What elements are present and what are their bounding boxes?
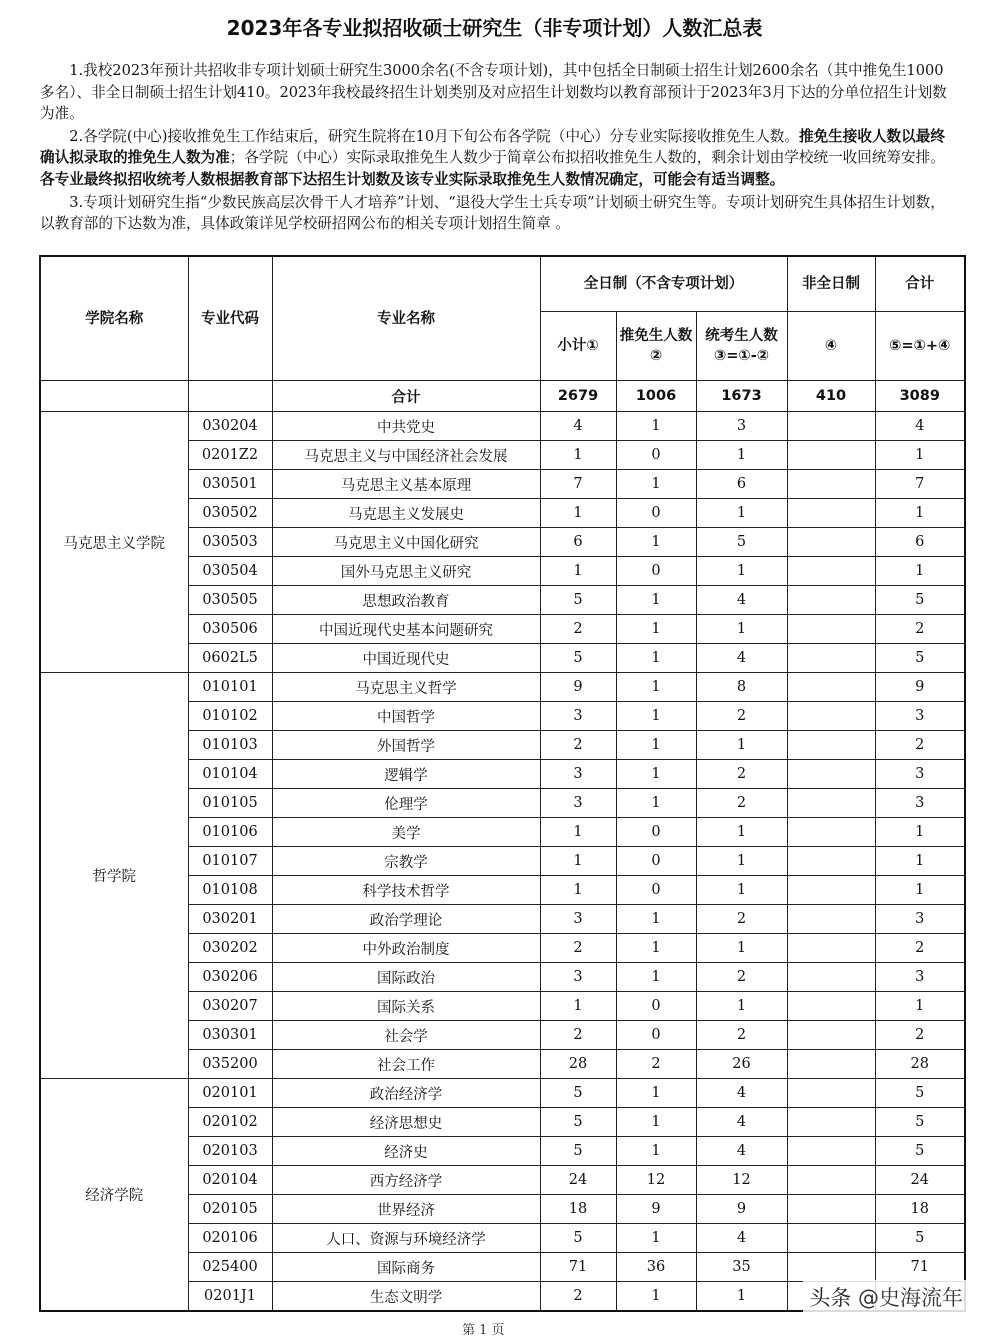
enrollment-table (39, 255, 966, 1312)
exempt-cell: 36 (616, 1253, 696, 1282)
code-cell: 030506 (188, 615, 272, 644)
code-cell: 020105 (188, 1195, 272, 1224)
exam-cell: 4 (696, 1137, 787, 1166)
subtotal-cell: 2 (540, 1021, 616, 1050)
header-total-sub: ⑤=①+④ (875, 312, 965, 381)
total-cell: 4 (875, 412, 965, 441)
major-cell: 马克思主义中国化研究 (272, 528, 540, 557)
major-cell: 宗教学 (272, 847, 540, 876)
total-cell: 28 (875, 1050, 965, 1079)
subtotal-cell: 1 (540, 818, 616, 847)
code-cell: 020101 (188, 1079, 272, 1108)
exempt-cell: 1 (616, 1224, 696, 1253)
total-cell: 2 (875, 731, 965, 760)
subtotal-cell: 18 (540, 1195, 616, 1224)
total-cell: 5 (875, 586, 965, 615)
college-cell: 马克思主义学院 (40, 412, 188, 673)
major-cell: 经济思想史 (272, 1108, 540, 1137)
subtotal-cell: 1 (540, 441, 616, 470)
major-cell: 中国哲学 (272, 702, 540, 731)
code-cell: 030501 (188, 470, 272, 499)
exam-cell: 2 (696, 905, 787, 934)
code-cell: 010103 (188, 731, 272, 760)
exam-cell: 4 (696, 644, 787, 673)
subtotal-cell: 2 (540, 1282, 616, 1312)
total-cell: 2 (875, 934, 965, 963)
total-code-cell (188, 381, 272, 412)
exempt-cell: 1 (616, 644, 696, 673)
total-cell: 7 (875, 470, 965, 499)
major-cell: 科学技术哲学 (272, 876, 540, 905)
exam-cell: 26 (696, 1050, 787, 1079)
code-cell: 030202 (188, 934, 272, 963)
exempt-cell: 1 (616, 1079, 696, 1108)
exempt-cell: 12 (616, 1166, 696, 1195)
parttime-cell (787, 1224, 875, 1253)
note-3: 3.专项计划研究生指“少数民族高层次骨干人才培养”计划、“退役大学生士兵专项”计划硕士研究生等。专项计划研究生具体招生计划数，以教育部的下达数为准，具体政策详见学校研招网公布的相关专项计划招生简章 。 (40, 193, 945, 233)
header-exempt: 推免生人数② (616, 312, 696, 381)
major-cell: 人口、资源与环境经济学 (272, 1224, 540, 1253)
major-cell: 美学 (272, 818, 540, 847)
exam-cell: 9 (696, 1195, 787, 1224)
total-cell: 3 (875, 789, 965, 818)
parttime-cell (787, 1079, 875, 1108)
note-2-a: 2.各学院(中心)接收推免生工作结束后，研究生院将在10月下旬公布各学院（中心）分专业实际接收推免生人数。 (69, 127, 799, 145)
subtotal-cell: 7 (540, 470, 616, 499)
exempt-cell: 1 (616, 789, 696, 818)
major-cell: 马克思主义哲学 (272, 673, 540, 702)
parttime-cell (787, 615, 875, 644)
total-cell: 24 (875, 1166, 965, 1195)
subtotal-cell: 3 (540, 905, 616, 934)
parttime-cell (787, 499, 875, 528)
exam-cell: 4 (696, 1108, 787, 1137)
total-cell: 3 (875, 963, 965, 992)
page-number: 第 1 页 (462, 1323, 505, 1338)
exempt-cell: 9 (616, 1195, 696, 1224)
note-2-bold-2: 各专业最终拟招收统考人数根据教育部下达招生计划数及该专业实际录取推免生人数情况确定，可能会有适当调整。 (40, 170, 785, 188)
major-cell: 中国近现代史基本问题研究 (272, 615, 540, 644)
document-title: 2023年各专业拟招收硕士研究生（非专项计划）人数汇总表 (226, 16, 763, 40)
exempt-cell: 1 (616, 963, 696, 992)
exempt-cell: 1 (616, 673, 696, 702)
header-college: 学院名称 (40, 256, 188, 381)
parttime-cell (787, 586, 875, 615)
exam-cell: 6 (696, 470, 787, 499)
exam-cell: 4 (696, 586, 787, 615)
total-cell: 1 (875, 557, 965, 586)
major-cell: 逻辑学 (272, 760, 540, 789)
exam-cell: 1 (696, 847, 787, 876)
exam-cell: 1 (696, 557, 787, 586)
code-cell: 010107 (188, 847, 272, 876)
college-cell: 哲学院 (40, 673, 188, 1079)
parttime-cell (787, 1195, 875, 1224)
code-cell: 030505 (188, 586, 272, 615)
major-cell: 国际政治 (272, 963, 540, 992)
exempt-cell: 1 (616, 528, 696, 557)
total-exam: 1673 (696, 381, 787, 412)
total-cell: 2 (875, 1021, 965, 1050)
watermark-handle: @史海流年 (858, 1286, 963, 1310)
code-cell: 030206 (188, 963, 272, 992)
parttime-cell (787, 934, 875, 963)
total-cell: 1 (875, 847, 965, 876)
parttime-cell (787, 992, 875, 1021)
exam-cell: 1 (696, 615, 787, 644)
parttime-cell (787, 818, 875, 847)
exempt-cell: 1 (616, 731, 696, 760)
code-cell: 0201Z2 (188, 441, 272, 470)
major-cell: 国际关系 (272, 992, 540, 1021)
exam-cell: 4 (696, 1079, 787, 1108)
exempt-cell: 1 (616, 905, 696, 934)
total-cell: 5 (875, 1137, 965, 1166)
exam-cell: 4 (696, 1224, 787, 1253)
parttime-cell (787, 1108, 875, 1137)
code-cell: 030201 (188, 905, 272, 934)
code-cell: 0602L5 (188, 644, 272, 673)
total-cell: 2 (875, 615, 965, 644)
exempt-cell: 1 (616, 470, 696, 499)
subtotal-cell: 3 (540, 760, 616, 789)
exam-cell: 35 (696, 1253, 787, 1282)
major-cell: 马克思主义与中国经济社会发展 (272, 441, 540, 470)
parttime-cell (787, 441, 875, 470)
code-cell: 010106 (188, 818, 272, 847)
major-cell: 中外政治制度 (272, 934, 540, 963)
subtotal-cell: 24 (540, 1166, 616, 1195)
parttime-cell (787, 673, 875, 702)
exempt-cell: 0 (616, 992, 696, 1021)
exam-cell: 3 (696, 412, 787, 441)
exam-cell: 1 (696, 731, 787, 760)
watermark-prefix: 头条 (809, 1286, 852, 1310)
subtotal-cell: 2 (540, 731, 616, 760)
code-cell: 010102 (188, 702, 272, 731)
table-row (40, 1079, 965, 1108)
exam-cell: 1 (696, 818, 787, 847)
exam-cell: 12 (696, 1166, 787, 1195)
exam-cell: 1 (696, 876, 787, 905)
parttime-cell (787, 1137, 875, 1166)
exempt-cell: 0 (616, 557, 696, 586)
parttime-cell (787, 702, 875, 731)
total-cell: 1 (875, 818, 965, 847)
parttime-cell (787, 731, 875, 760)
exam-cell: 1 (696, 992, 787, 1021)
total-cell: 5 (875, 1224, 965, 1253)
exempt-cell: 1 (616, 702, 696, 731)
subtotal-cell: 6 (540, 528, 616, 557)
exempt-cell: 2 (616, 1050, 696, 1079)
parttime-cell (787, 760, 875, 789)
parttime-cell (787, 528, 875, 557)
major-cell: 中共党史 (272, 412, 540, 441)
total-college-cell (40, 381, 188, 412)
code-cell: 030301 (188, 1021, 272, 1050)
major-cell: 思想政治教育 (272, 586, 540, 615)
subtotal-cell: 71 (540, 1253, 616, 1282)
parttime-cell (787, 412, 875, 441)
exam-cell: 5 (696, 528, 787, 557)
code-cell: 020103 (188, 1137, 272, 1166)
total-cell: 18 (875, 1195, 965, 1224)
subtotal-cell: 5 (540, 586, 616, 615)
major-cell: 生态文明学 (272, 1282, 540, 1312)
parttime-cell (787, 789, 875, 818)
exempt-cell: 1 (616, 1282, 696, 1312)
total-parttime: 410 (787, 381, 875, 412)
subtotal-cell: 1 (540, 557, 616, 586)
header-parttime: 非全日制 (787, 256, 875, 312)
code-cell: 035200 (188, 1050, 272, 1079)
total-row (40, 381, 965, 412)
subtotal-cell: 9 (540, 673, 616, 702)
exam-cell: 1 (696, 1282, 787, 1312)
subtotal-cell: 2 (540, 615, 616, 644)
exempt-cell: 1 (616, 1137, 696, 1166)
exam-cell: 2 (696, 760, 787, 789)
subtotal-cell: 1 (540, 847, 616, 876)
exam-cell: 2 (696, 963, 787, 992)
code-cell: 030207 (188, 992, 272, 1021)
exempt-cell: 0 (616, 818, 696, 847)
table-row (40, 412, 965, 441)
header-exam: 统考生人数③=①-② (696, 312, 787, 381)
total-cell: 71 (875, 1253, 965, 1282)
major-cell: 外国哲学 (272, 731, 540, 760)
total-cell: 3 (875, 760, 965, 789)
total-label: 合计 (272, 381, 540, 412)
subtotal-cell: 5 (540, 644, 616, 673)
total-cell: 5 (875, 1079, 965, 1108)
exam-cell: 2 (696, 1021, 787, 1050)
code-cell: 010101 (188, 673, 272, 702)
major-cell: 社会工作 (272, 1050, 540, 1079)
subtotal-cell: 3 (540, 963, 616, 992)
subtotal-cell: 3 (540, 702, 616, 731)
parttime-cell (787, 847, 875, 876)
exam-cell: 1 (696, 934, 787, 963)
subtotal-cell: 3 (540, 789, 616, 818)
table-row (40, 673, 965, 702)
exempt-cell: 0 (616, 876, 696, 905)
subtotal-cell: 4 (540, 412, 616, 441)
total-cell: 9 (875, 673, 965, 702)
major-cell: 国际商务 (272, 1253, 540, 1282)
total-cell: 3 (875, 702, 965, 731)
exempt-cell: 1 (616, 934, 696, 963)
subtotal-cell: 5 (540, 1224, 616, 1253)
table-body (40, 381, 965, 1312)
major-cell: 马克思主义基本原理 (272, 470, 540, 499)
note-2-bold-1: 推免生接收人数以最终确认拟录取的推免生人数为准 (40, 127, 945, 167)
header-code: 专业代码 (188, 256, 272, 381)
parttime-cell (787, 905, 875, 934)
parttime-cell (787, 1050, 875, 1079)
exam-cell: 2 (696, 702, 787, 731)
major-cell: 经济史 (272, 1137, 540, 1166)
header-major: 专业名称 (272, 256, 540, 381)
parttime-cell (787, 470, 875, 499)
total-cell: 1 (875, 499, 965, 528)
college-cell: 经济学院 (40, 1079, 188, 1312)
watermark (803, 1280, 969, 1314)
subtotal-cell: 1 (540, 992, 616, 1021)
total-cell: 3 (875, 905, 965, 934)
code-cell: 030204 (188, 412, 272, 441)
parttime-cell (787, 1021, 875, 1050)
subtotal-cell: 1 (540, 499, 616, 528)
total-total: 3089 (875, 381, 965, 412)
total-cell: 5 (875, 644, 965, 673)
header-fulltime: 全日制（不含专项计划） (540, 256, 787, 312)
intro-notes (40, 60, 950, 236)
major-cell: 政治经济学 (272, 1079, 540, 1108)
subtotal-cell: 28 (540, 1050, 616, 1079)
code-cell: 010105 (188, 789, 272, 818)
exam-cell: 2 (696, 789, 787, 818)
code-cell: 010104 (188, 760, 272, 789)
exempt-cell: 0 (616, 1021, 696, 1050)
subtotal-cell: 2 (540, 934, 616, 963)
major-cell: 中国近现代史 (272, 644, 540, 673)
exempt-cell: 1 (616, 586, 696, 615)
exam-cell: 8 (696, 673, 787, 702)
major-cell: 伦理学 (272, 789, 540, 818)
major-cell: 国外马克思主义研究 (272, 557, 540, 586)
exempt-cell: 1 (616, 412, 696, 441)
subtotal-cell: 1 (540, 876, 616, 905)
code-cell: 030503 (188, 528, 272, 557)
code-cell: 010108 (188, 876, 272, 905)
header-total: 合计 (875, 256, 965, 312)
note-1: 1.我校2023年预计共招收非专项计划硕士研究生3000余名(不含专项计划)，其中包括全日制硕士招生计划2600余名（其中推免生1000多名）、非全日制硕士招生计划410。2023年我校最终招生计划类别及对应招生计划数均以教育部预计于2023年3月下达的分单位招生计划数为准。 (40, 62, 947, 123)
total-cell: 1 (875, 876, 965, 905)
major-cell: 马克思主义发展史 (272, 499, 540, 528)
subtotal-cell: 5 (540, 1108, 616, 1137)
note-2-c: ；各学院（中心）实际录取推免生人数少于简章公布拟招收推免生人数的，剩余计划由学校统一收回统筹安排。 (229, 149, 945, 167)
exempt-cell: 0 (616, 441, 696, 470)
note-2 (40, 126, 950, 191)
code-cell: 0201J1 (188, 1282, 272, 1312)
exempt-cell: 1 (616, 760, 696, 789)
major-cell: 世界经济 (272, 1195, 540, 1224)
exempt-cell: 1 (616, 615, 696, 644)
total-cell: 1 (875, 441, 965, 470)
parttime-cell (787, 1166, 875, 1195)
parttime-cell (787, 876, 875, 905)
parttime-cell (787, 557, 875, 586)
major-cell: 政治学理论 (272, 905, 540, 934)
total-cell: 5 (875, 1108, 965, 1137)
exam-cell: 1 (696, 441, 787, 470)
subtotal-cell: 5 (540, 1137, 616, 1166)
total-subtotal: 2679 (540, 381, 616, 412)
code-cell: 020104 (188, 1166, 272, 1195)
code-cell: 030502 (188, 499, 272, 528)
exempt-cell: 1 (616, 1108, 696, 1137)
total-cell: 1 (875, 992, 965, 1021)
major-cell: 社会学 (272, 1021, 540, 1050)
exempt-cell: 0 (616, 499, 696, 528)
code-cell: 025400 (188, 1253, 272, 1282)
header-parttime-sub: ④ (787, 312, 875, 381)
total-cell: 6 (875, 528, 965, 557)
major-cell: 西方经济学 (272, 1166, 540, 1195)
parttime-cell (787, 1253, 875, 1282)
exam-cell: 1 (696, 499, 787, 528)
total-exempt: 1006 (616, 381, 696, 412)
exempt-cell: 0 (616, 847, 696, 876)
code-cell: 020102 (188, 1108, 272, 1137)
code-cell: 030504 (188, 557, 272, 586)
parttime-cell (787, 963, 875, 992)
parttime-cell (787, 644, 875, 673)
subtotal-cell: 5 (540, 1079, 616, 1108)
header-subtotal: 小计① (540, 312, 616, 381)
code-cell: 020106 (188, 1224, 272, 1253)
